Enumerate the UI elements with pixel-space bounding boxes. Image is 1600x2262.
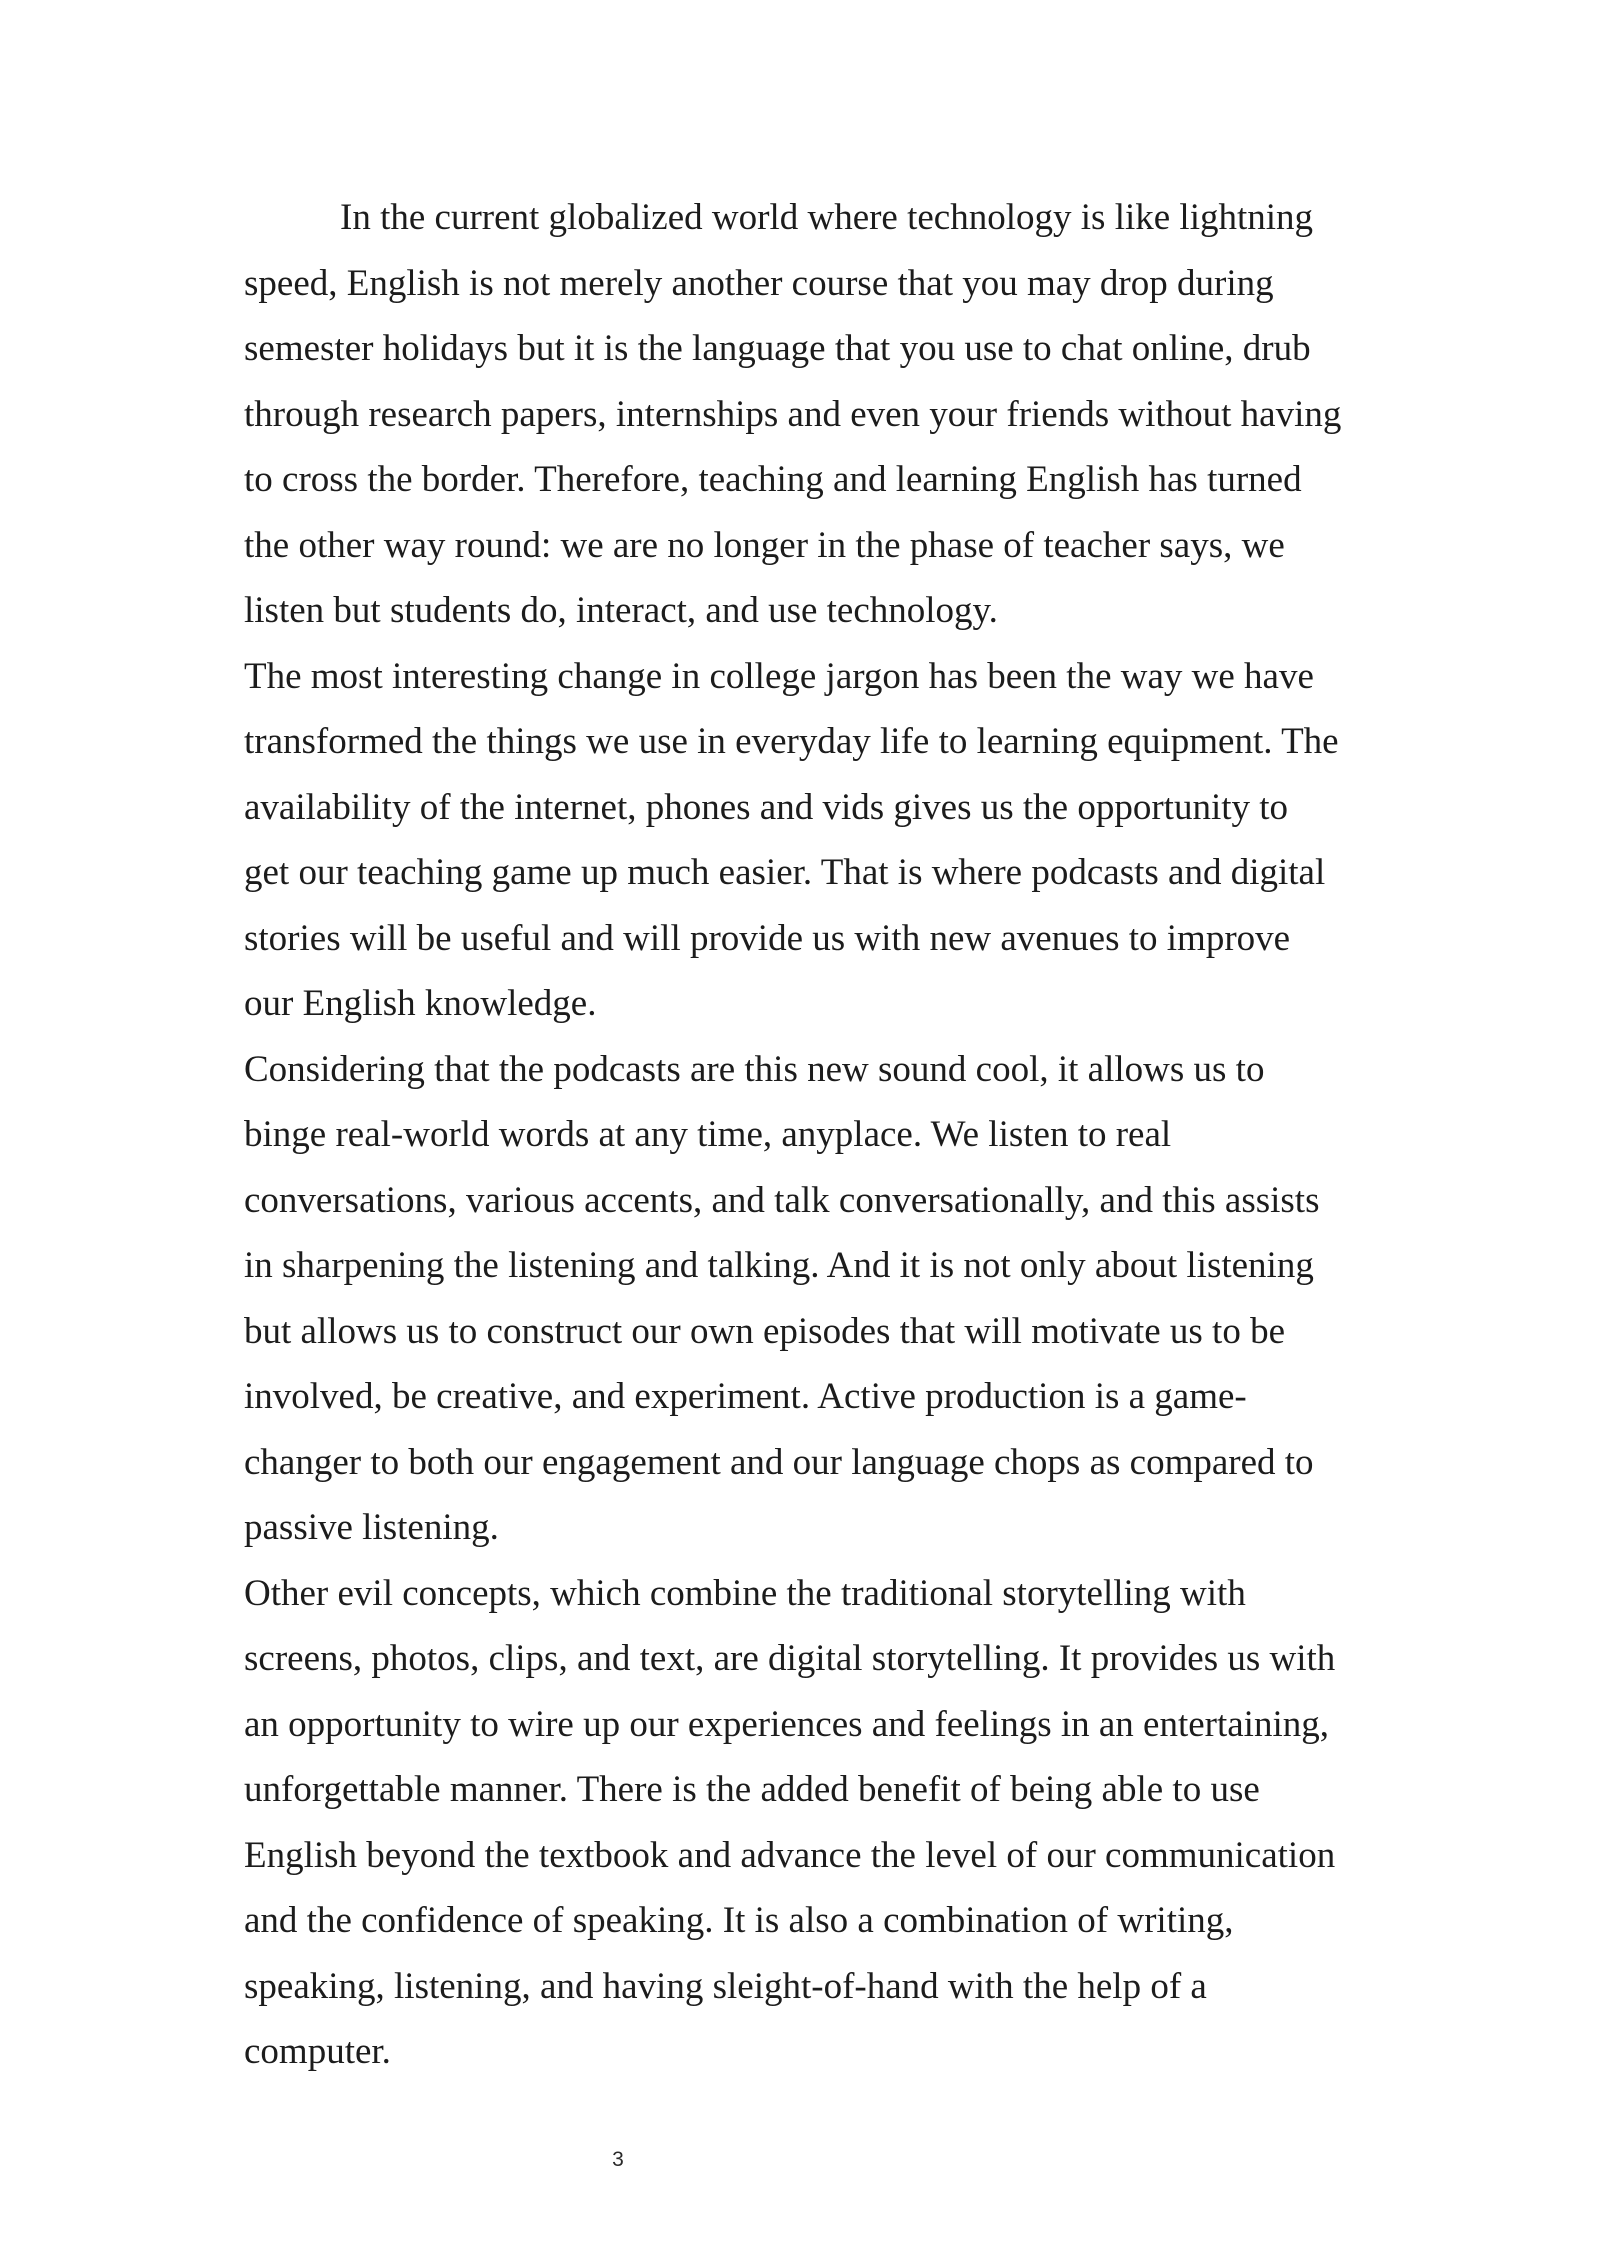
text-line: transformed the things we use in everyday life to learning equipment. The [244,721,1339,762]
text-line: to cross the border. Therefore, teaching and learning English has turned [244,459,1302,500]
paragraph-everyday-tools [244,644,1384,1037]
text-line: listen but students do, interact, and use technology. [244,590,998,631]
text-line: English beyond the textbook and advance the level of our communication [244,1834,1336,1876]
text-line: unforgettable manner. There is the added benefit of being able to use [244,1769,1260,1810]
text-line: our English knowledge. [244,983,597,1024]
text-line: Other evil concepts, which combine the traditional storytelling with [244,1572,1246,1614]
text-line: involved, be creative, and experiment. Active production is a game- [244,1376,1247,1417]
text-line: get our teaching game up much easier. That is where podcasts and digital [244,852,1326,893]
text-line: through research papers, internships and even your friends without having [244,393,1342,435]
text-line: screens, photos, clips, and text, are digital storytelling. It provides us with [244,1638,1336,1679]
text-line: computer. [244,2031,391,2072]
text-line: changer to both our engagement and our language chops as compared to [244,1441,1314,1483]
text-line: stories will be useful and will provide us with new avenues to improve [244,917,1291,959]
text-line: passive listening. [244,1507,499,1548]
text-line: Considering that the podcasts are this new sound cool, it allows us to [244,1048,1265,1090]
document-body [244,185,1384,2085]
paragraph-intro [244,185,1384,644]
text-line: and the confidence of speaking. It is also a combination of writing, [244,1900,1234,1941]
text-line: In the current globalized world where technology is like lightning [340,197,1314,238]
text-line: the other way round: we are no longer in the phase of teacher says, we [244,524,1285,566]
text-line: semester holidays but it is the language that you use to chat online, drub [244,328,1311,369]
text-line: but allows us to construct our own episodes that will motivate us to be [244,1310,1286,1352]
page-number: 3 [612,2148,624,2171]
paragraph-digital-storytelling [244,1561,1384,2085]
text-line: availability of the internet, phones and vids gives us the opportunity to [244,786,1289,828]
text-line: speed, English is not merely another course that you may drop during [244,262,1274,304]
paragraph-podcasts [244,1037,1384,1561]
text-line: an opportunity to wire up our experiences and feelings in an entertaining, [244,1703,1329,1745]
text-line: The most interesting change in college jargon has been the way we have [244,655,1314,697]
text-line: conversations, various accents, and talk conversationally, and this assists [244,1179,1320,1221]
text-line: binge real-world words at any time, anyplace. We listen to real [244,1114,1172,1155]
text-line: in sharpening the listening and talking. And it is not only about listening [244,1245,1314,1286]
text-line: speaking, listening, and having sleight-of-hand with the help of a [244,1965,1207,2007]
